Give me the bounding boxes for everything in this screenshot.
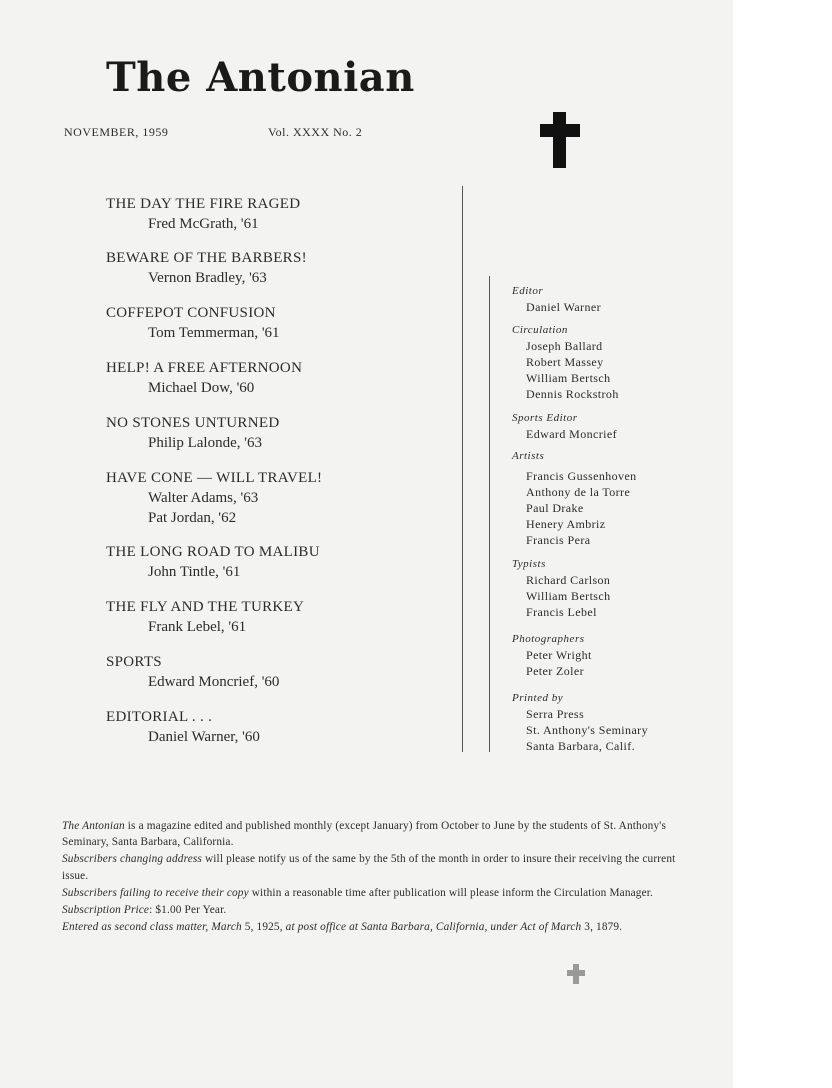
notice-text: 5, 1925, (241, 921, 286, 934)
article-title: THE DAY THE FIRE RAGED (106, 196, 301, 212)
staff-name: Francis Gussenhoven (526, 469, 637, 483)
staff-name: Daniel Warner (526, 300, 601, 314)
notice-paragraph (62, 902, 688, 918)
article-title: THE LONG ROAD TO MALIBU (106, 544, 320, 560)
staff-name: William Bertsch (526, 371, 611, 385)
article-author: Vernon Bradley, '63 (148, 270, 267, 286)
notice-paragraph (62, 818, 688, 850)
cross-icon (539, 110, 581, 170)
staff-name: St. Anthony's Seminary (526, 723, 648, 737)
notice-text: within a reasonable time after publication will please inform the Circulation Manager. (248, 886, 654, 899)
staff-name: Francis Lebel (526, 605, 597, 619)
notice-paragraph (62, 919, 688, 935)
toc-entry (106, 597, 304, 637)
staff-role: Printed by (512, 692, 564, 704)
notice-paragraph (62, 885, 688, 901)
article-author: John Tintle, '61 (148, 564, 241, 580)
article-author: Frank Lebel, '61 (148, 619, 247, 635)
staff-name: Edward Moncrief (526, 427, 617, 441)
article-author: Michael Dow, '60 (148, 380, 255, 396)
notice-emphasis: Subscribers failing to receive their copy (62, 886, 249, 899)
article-title: HAVE CONE — WILL TRAVEL! (106, 470, 323, 486)
article-author: Fred McGrath, '61 (148, 216, 259, 232)
issue-date: NOVEMBER, 1959 (64, 125, 169, 139)
notice-text: : $1.00 Per Year. (149, 904, 227, 917)
toc-entry (106, 468, 322, 528)
notice-emphasis: at post office at Santa Barbara, California, under Act of March (285, 921, 582, 934)
staff-name: Henery Ambriz (526, 517, 606, 531)
article-title: EDITORIAL . . . (106, 709, 213, 725)
article-author: Philip Lalonde, '63 (148, 435, 262, 451)
toc-entry (106, 303, 280, 343)
small-cross-icon (565, 962, 587, 986)
staff-role: Typists (512, 558, 546, 570)
staff-name: William Bertsch (526, 589, 611, 603)
staff-group (512, 448, 637, 548)
article-title: HELP! A FREE AFTERNOON (106, 360, 303, 376)
article-author: Walter Adams, '63 (148, 490, 259, 506)
staff-group (512, 556, 611, 620)
staff-name: Santa Barbara, Calif. (526, 739, 636, 753)
staff-group (512, 410, 617, 442)
staff-role: Artists (512, 450, 545, 462)
staff-name: Joseph Ballard (526, 339, 603, 353)
article-title: COFFEPOT CONFUSION (106, 305, 276, 321)
staff-name: Paul Drake (526, 501, 584, 515)
staff-name: Francis Pera (526, 533, 591, 547)
staff-name: Richard Carlson (526, 573, 611, 587)
article-author: Edward Moncrief, '60 (148, 674, 280, 690)
staff-group (512, 283, 601, 315)
toc-entry (106, 542, 320, 582)
staff-group (512, 322, 619, 402)
toc-entry (106, 413, 279, 453)
notice-text: 3, 1879. (581, 921, 623, 934)
notice-emphasis: Subscription Price (62, 904, 150, 917)
notice-emphasis: Subscribers changing address (62, 853, 202, 866)
staff-name: Peter Zoler (526, 664, 585, 678)
staff-name: Peter Wright (526, 648, 592, 662)
notice-text: is a magazine edited and published monthly (except January) from October to June by the students of St. Anthony's Seminary, Santa Barbara, California. (62, 820, 666, 849)
issue-volume: Vol. XXXX No. 2 (268, 125, 363, 139)
publication-notice (62, 818, 688, 936)
staff-name: Serra Press (526, 707, 585, 721)
staff-role: Photographers (512, 633, 585, 645)
article-title: THE FLY AND THE TURKEY (106, 599, 305, 615)
article-title: NO STONES UNTURNED (106, 415, 280, 431)
staff-group (512, 631, 592, 679)
article-author: Daniel Warner, '60 (148, 729, 260, 745)
staff-name: Robert Massey (526, 355, 604, 369)
article-title: SPORTS (106, 654, 162, 670)
toc-entry (106, 358, 302, 398)
column-divider (489, 276, 490, 752)
toc-entry (106, 194, 300, 234)
toc-entry (106, 652, 279, 692)
notice-paragraph (62, 851, 688, 883)
notice-emphasis: Entered as second class matter, March (62, 921, 242, 934)
article-author: Pat Jordan, '62 (148, 510, 237, 526)
notice-text: will please notify us of the same by the 5th of the month in order to insure their receiving the current issue. (62, 853, 676, 882)
staff-role: Sports Editor (512, 412, 578, 424)
staff-name: Anthony de la Torre (526, 485, 631, 499)
staff-group (512, 690, 648, 754)
toc-entry (106, 248, 307, 288)
article-title: BEWARE OF THE BARBERS! (106, 250, 307, 266)
column-divider (462, 186, 463, 752)
staff-role: Editor (512, 285, 544, 297)
article-author: Tom Temmerman, '61 (148, 325, 280, 341)
notice-emphasis: The Antonian (62, 820, 125, 832)
toc-entry (106, 707, 260, 747)
masthead-title: The Antonian (106, 54, 415, 101)
staff-name: Dennis Rockstroh (526, 387, 619, 401)
staff-role: Circulation (512, 324, 568, 336)
